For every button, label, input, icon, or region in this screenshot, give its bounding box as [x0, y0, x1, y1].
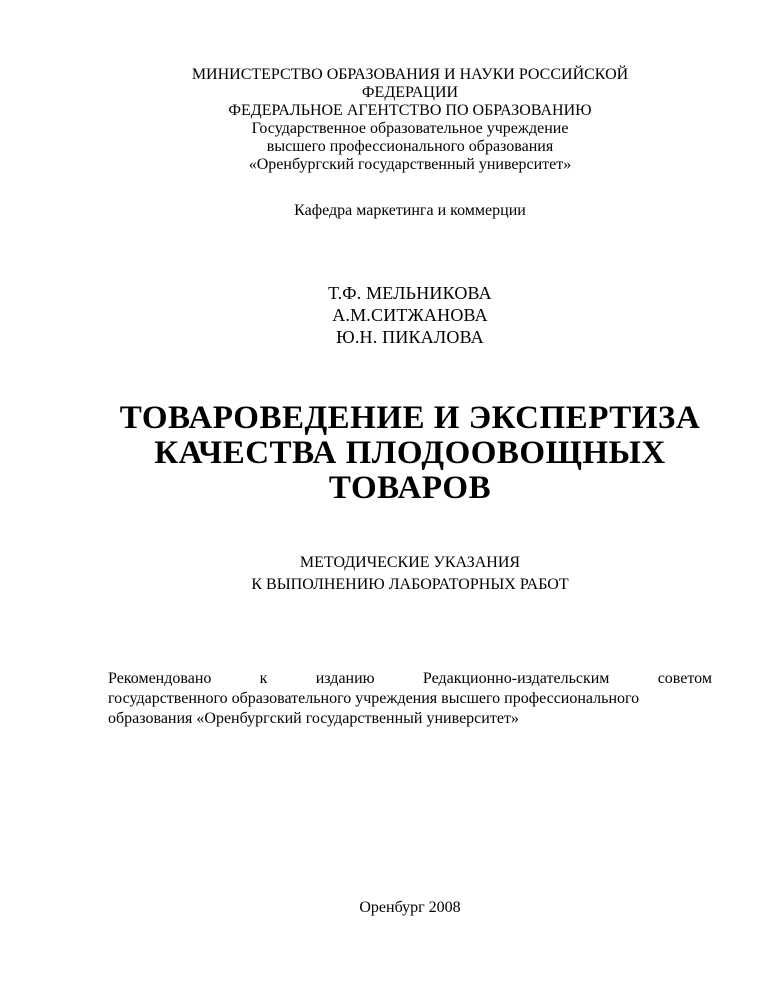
- recommendation-word: советом: [657, 670, 712, 687]
- document-subtitle: [50, 552, 768, 596]
- header-line: МИНИСТЕРСТВО ОБРАЗОВАНИЯ И НАУКИ РОССИЙСКОЙ: [191, 66, 629, 83]
- department-name: Кафедра маркетинга и коммерции: [294, 202, 526, 219]
- subtitle-line: К ВЫПОЛНЕНИЮ ЛАБОРАТОРНЫХ РАБОТ: [251, 576, 569, 593]
- author-name: Ю.Н. ПИКАЛОВА: [336, 327, 484, 347]
- header-line: ФЕДЕРАЛЬНОЕ АГЕНТСТВО ПО ОБРАЗОВАНИЮ: [228, 102, 592, 119]
- recommendation-word: к: [259, 670, 268, 687]
- recommendation-paragraph: [108, 669, 712, 729]
- header-line: высшего профессионального образования: [266, 138, 554, 155]
- city-year: Оренбург 2008: [359, 899, 461, 916]
- header-line: ФЕДЕРАЦИИ: [361, 84, 459, 101]
- header-line: «Оренбургский государственный университет»: [248, 156, 572, 173]
- recommendation-word: изданию: [315, 670, 375, 687]
- recommendation-word: Рекомендовано: [108, 670, 212, 687]
- recommendation-first-line: [108, 669, 712, 689]
- ministry-header: [50, 66, 768, 174]
- authors-list: [50, 282, 768, 348]
- author-name: А.М.СИТЖАНОВА: [332, 305, 488, 325]
- title-line: ТОВАРОВ: [328, 470, 492, 506]
- header-line: Государственное образовательное учреждение: [251, 120, 569, 137]
- author-name: Т.Ф. МЕЛЬНИКОВА: [328, 283, 492, 303]
- recommendation-line: государственного образовательного учреждения высшего профессионального: [108, 690, 640, 707]
- document-title: [50, 401, 768, 506]
- title-line: КАЧЕСТВА ПЛОДООВОЩНЫХ: [154, 435, 666, 471]
- recommendation-word: Редакционно-издательским: [422, 670, 610, 687]
- title-line: ТОВАРОВЕДЕНИЕ И ЭКСПЕРТИЗА: [119, 400, 701, 436]
- subtitle-line: МЕТОДИЧЕСКИЕ УКАЗАНИЯ: [299, 554, 521, 571]
- recommendation-line: образования «Оренбургский государственный университет»: [108, 710, 519, 727]
